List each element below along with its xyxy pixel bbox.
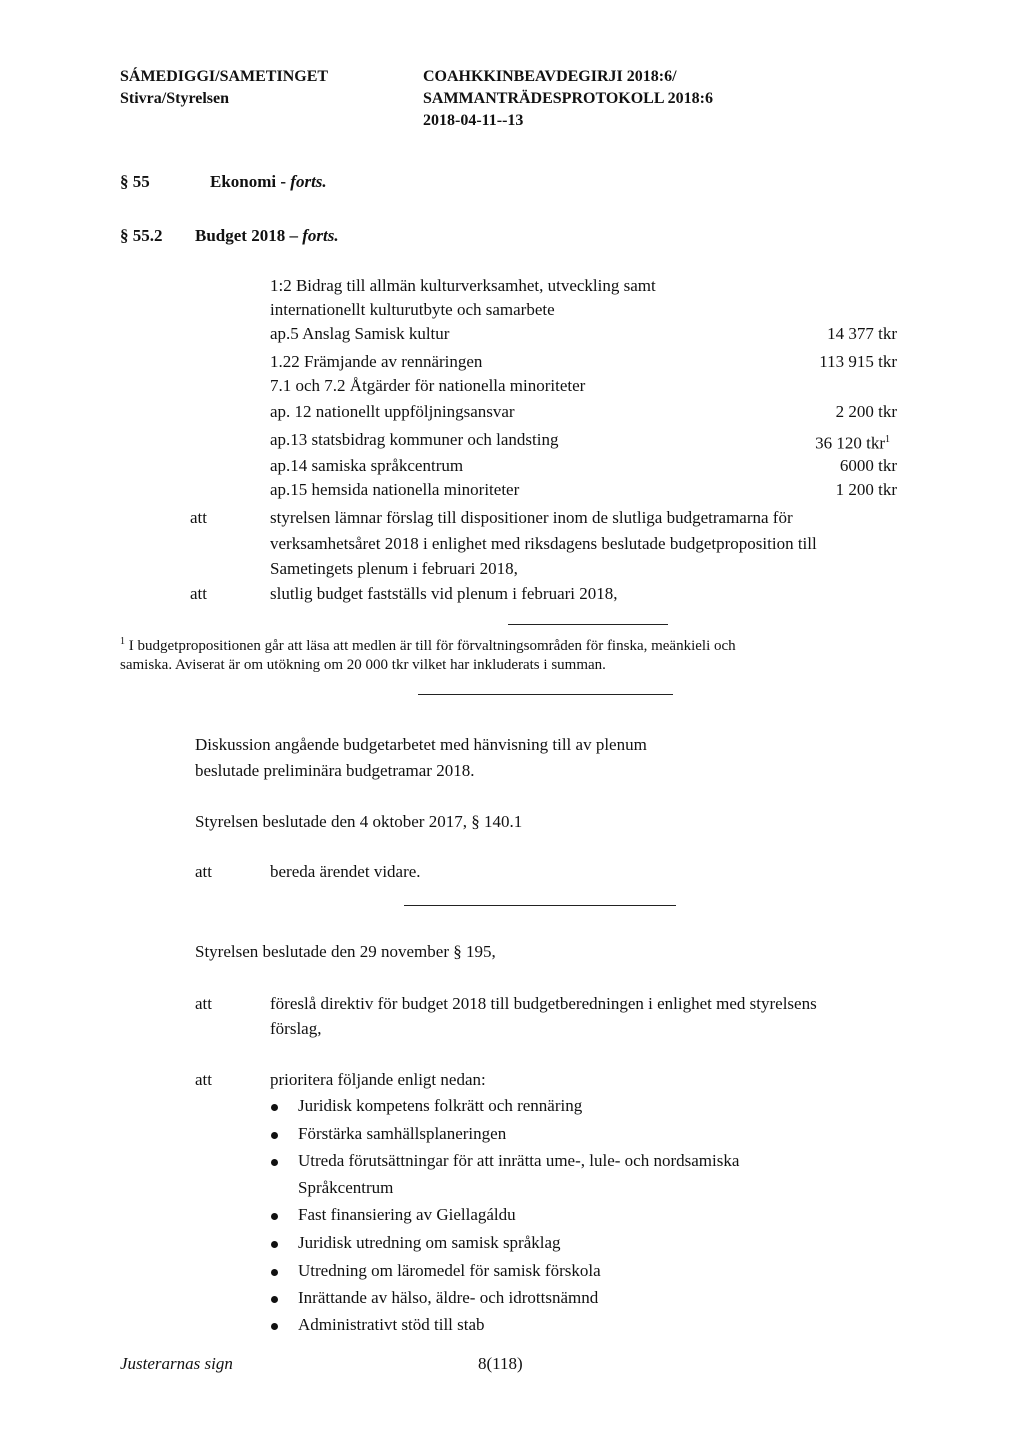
decision-line: slutlig budget fastställs vid plenum i februari 2018, [270, 584, 618, 603]
footnote-mark: 1 [120, 636, 125, 647]
budget-row-amount: 113 915 tkr [819, 352, 897, 371]
section-55-2-forts: forts. [302, 226, 339, 245]
priority-item: Administrativt stöd till stab [298, 1315, 485, 1334]
footnote-rule [508, 624, 668, 625]
att-label: att [190, 584, 207, 603]
doc-title: COAHKKINBEAVDEGIRJI 2018:6/ [423, 68, 677, 85]
budget-intro-line2: internationellt kulturutbyte och samarbete [270, 300, 555, 319]
budget-row-amount: 6000 tkr [839, 456, 897, 475]
page-number: 8(118) [478, 1354, 523, 1373]
budget-intro-line1: 1:2 Bidrag till allmän kulturverksamhet, utveckling samt [270, 276, 656, 295]
budget-row-label: 1.22 Främjande av rennäringen [270, 352, 483, 371]
bullet-icon [271, 1269, 278, 1276]
budget-row-amount: 2 200 tkr [835, 402, 897, 421]
decision-line: förslag, [270, 1019, 322, 1038]
decision-line: Sametingets plenum i februari 2018, [270, 559, 518, 578]
priority-item: Språkcentrum [298, 1178, 394, 1197]
discussion-line2: beslutade preliminära budgetramar 2018. [195, 761, 475, 780]
bullet-icon [271, 1104, 278, 1111]
priority-item: Utredning om läromedel för samisk förskola [298, 1261, 601, 1280]
budget-row-label: ap.14 samiska språkcentrum [270, 456, 464, 475]
doc-subtitle: SAMMANTRÄDESPROTOKOLL 2018:6 [423, 90, 713, 107]
signature-label: Justerarnas sign [120, 1354, 233, 1373]
decision-heading: Styrelsen beslutade den 29 november § 195, [195, 942, 496, 961]
section-55-title-text: Ekonomi - [210, 172, 291, 191]
footnote-mark: 1 [885, 434, 890, 445]
section-55-2-title [195, 226, 339, 246]
footnote-line2: samiska. Aviserat är om utökning om 20 000 tkr vilket har inkluderats i summan. [120, 657, 606, 673]
priority-item: Förstärka samhällsplaneringen [298, 1124, 507, 1143]
bullet-icon [271, 1323, 278, 1330]
bullet-icon [271, 1213, 278, 1220]
att-label: att [195, 1070, 212, 1089]
decision-line: styrelsen lämnar förslag till dispositioner inom de slutliga budgetramarna för [270, 508, 793, 527]
section-55-forts: forts. [290, 172, 327, 191]
priority-item: Juridisk kompetens folkrätt och rennäring [298, 1096, 583, 1115]
footnote-text: I budgetpropositionen går att läsa att medlen är till för förvaltningsområden för finska, meänkieli och [128, 638, 736, 654]
budget-row-label: 7.1 och 7.2 Åtgärder för nationella minoriteter [270, 376, 586, 395]
org-unit: Stivra/Styrelsen [120, 90, 230, 107]
budget-row-amount: 1 200 tkr [835, 480, 897, 499]
priority-item: Juridisk utredning om samisk språklag [298, 1233, 561, 1252]
decision-heading: Styrelsen beslutade den 4 oktober 2017, § 140.1 [195, 812, 523, 831]
discussion-line1: Diskussion angående budgetarbetet med hänvisning till av plenum [195, 735, 647, 754]
budget-row-label: ap.13 statsbidrag kommuner och landsting [270, 430, 559, 449]
budget-row-amount [730, 428, 890, 456]
decision-line: verksamhetsåret 2018 i enlighet med riksdagens beslutade budgetproposition till [270, 534, 817, 553]
section-55-title [210, 172, 327, 192]
divider [404, 905, 676, 906]
budget-row-label: ap.5 Anslag Samisk kultur [270, 324, 450, 343]
org-name: SÁMEDIGGI/SAMETINGET [120, 68, 329, 85]
budget-row-label: ap. 12 nationellt uppföljningsansvar [270, 402, 515, 421]
header-doc [423, 66, 713, 132]
decision-line: prioritera följande enligt nedan: [270, 1070, 486, 1089]
decision-line: bereda ärendet vidare. [270, 862, 421, 881]
att-label: att [190, 508, 207, 527]
priority-item: Utreda förutsättningar för att inrätta ume-, lule- och nordsamiska [298, 1151, 740, 1170]
bullet-icon [271, 1159, 278, 1166]
att-label: att [195, 862, 212, 881]
bullet-icon [271, 1296, 278, 1303]
budget-row-label: ap.15 hemsida nationella minoriteter [270, 480, 520, 499]
bullet-icon [271, 1241, 278, 1248]
section-55-2-title-text: Budget 2018 – [195, 226, 303, 245]
divider [418, 694, 673, 695]
budget-amount-text: 36 120 tkr [815, 433, 885, 453]
section-55-2-number: § 55.2 [120, 226, 163, 245]
budget-row-amount: 14 377 tkr [827, 324, 897, 343]
bullet-icon [271, 1132, 278, 1139]
decision-line: föreslå direktiv för budget 2018 till budgetberedningen i enlighet med styrelsens [270, 994, 817, 1013]
doc-date: 2018-04-11--13 [423, 112, 524, 129]
att-label: att [195, 994, 212, 1013]
header-org [120, 66, 328, 110]
priority-item: Inrättande av hälso, äldre- och idrottsnämnd [298, 1288, 599, 1307]
priority-item: Fast finansiering av Giellagáldu [298, 1205, 516, 1224]
section-55-number: § 55 [120, 172, 150, 191]
